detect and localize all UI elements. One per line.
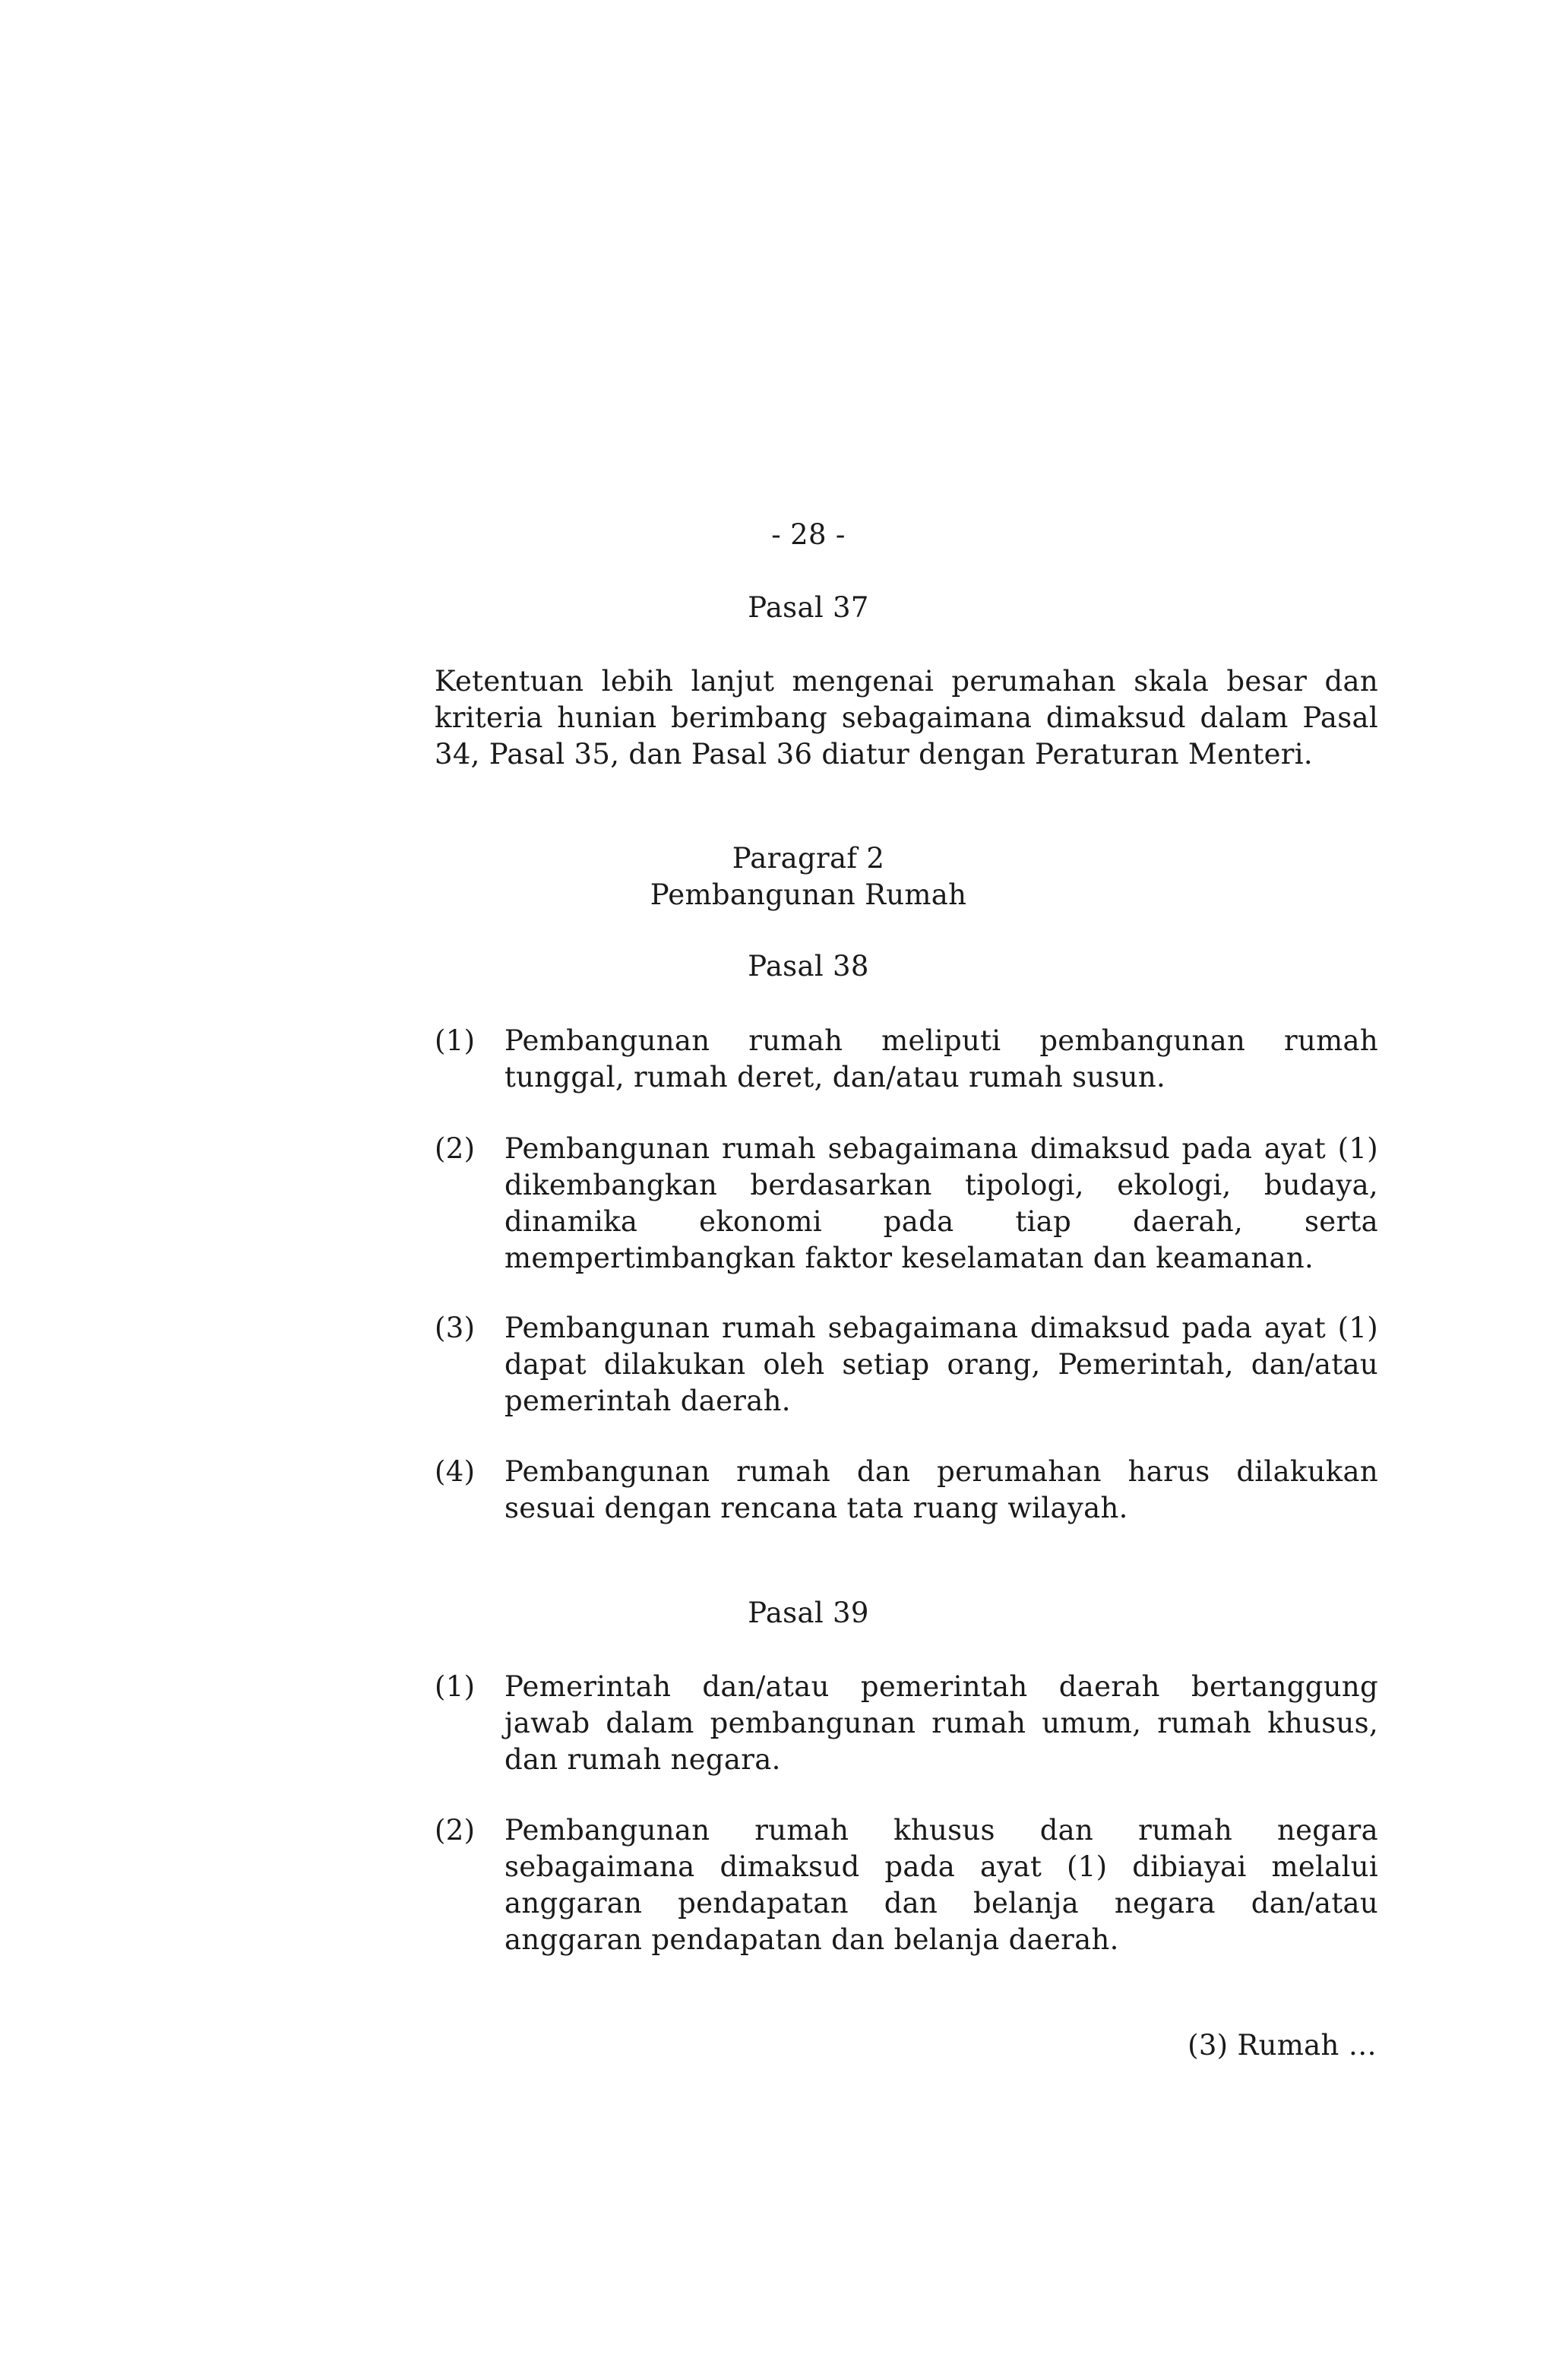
ayat-text: Pemerintah dan/atau pemerintah daerah bertanggung jawab dalam pembangunan rumah umum, rumah khusus, dan rumah negara.: [504, 1670, 1378, 1776]
catchword: (3) Rumah …: [1188, 2029, 1377, 2062]
paragraf-title: Pembangunan Rumah: [650, 878, 967, 911]
page-number: - 28 -: [771, 518, 846, 551]
pasal-38-heading: Pasal 38: [748, 950, 869, 983]
ayat-number: (2): [435, 1132, 476, 1165]
ayat-text: Pembangunan rumah sebagaimana dimaksud pada ayat (1) dapat dilakukan oleh setiap orang, Pemerintah, dan/atau pemerintah daerah.: [504, 1312, 1378, 1417]
paragraf-number: Paragraf 2: [732, 842, 885, 875]
pasal-37-heading: Pasal 37: [748, 591, 869, 624]
ayat-number: (4): [435, 1455, 476, 1488]
ayat-number: (3): [435, 1312, 476, 1344]
ayat-number: (2): [435, 1814, 476, 1847]
ayat-text: Pembangunan rumah dan perumahan harus dilakukan sesuai dengan rencana tata ruang wilayah.: [504, 1455, 1378, 1524]
pasal-37-text: Ketentuan lebih lanjut mengenai perumahan skala besar dan kriteria hunian berimbang sebagaimana dimaksud dalam Pasal 34, Pasal 35, dan Pasal 36 diatur dengan Peraturan Menteri.: [435, 665, 1378, 771]
ayat-number: (1): [435, 1024, 476, 1057]
ayat-number: (1): [435, 1670, 476, 1703]
pasal-39-heading: Pasal 39: [748, 1597, 869, 1629]
ayat-text: Pembangunan rumah meliputi pembangunan rumah tunggal, rumah deret, dan/atau rumah susun.: [504, 1024, 1378, 1093]
ayat-text: Pembangunan rumah khusus dan rumah negara sebagaimana dimaksud pada ayat (1) dibiayai melalui anggaran pendapatan dan belanja negara dan/atau anggaran pendapatan dan belanja daerah.: [504, 1814, 1378, 1956]
ayat-text: Pembangunan rumah sebagaimana dimaksud pada ayat (1) dikembangkan berdasarkan tipologi, ekologi, budaya, dinamika ekonomi pada tiap daerah, serta mempertimbangkan faktor keselamatan dan keamanan.: [504, 1132, 1378, 1274]
